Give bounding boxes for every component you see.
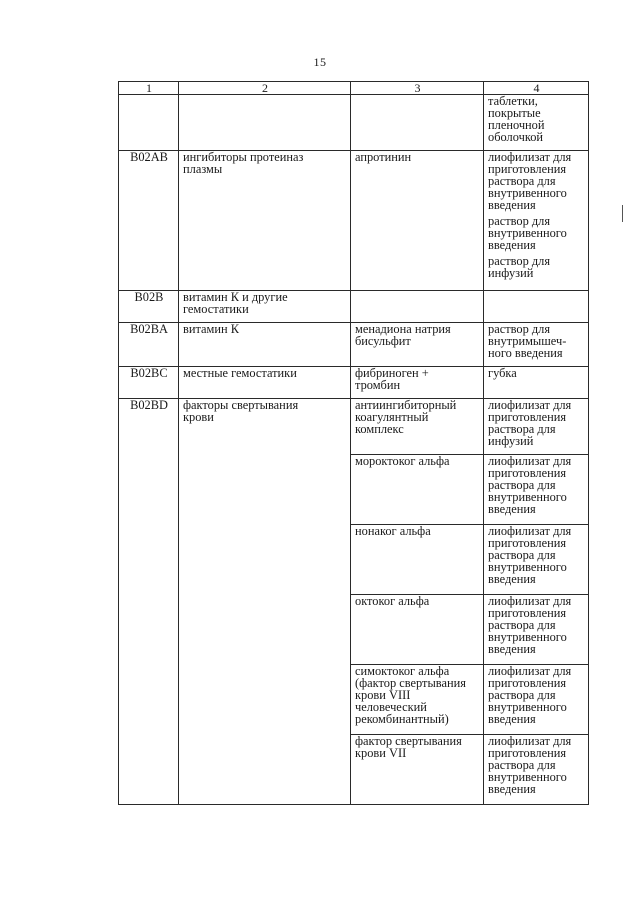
group-name: витамин К и другие гемостатики (179, 291, 351, 323)
dosage-form: раствор для инфузий (488, 254, 551, 280)
column-header-3: 3 (351, 82, 484, 95)
substance-name (351, 95, 484, 151)
atc-code: B02BC (119, 367, 179, 399)
column-header-1: 1 (119, 82, 179, 95)
margin-mark (622, 205, 623, 222)
dosage-form: лиофилизат для приготовления раствора для внутривенного введения (484, 595, 589, 665)
page-number: 15 (313, 55, 327, 69)
substance-name: менадиона натрия бисульфит (351, 323, 484, 367)
substance-name (351, 291, 484, 323)
dosage-form: губка (484, 367, 589, 399)
substance-name: мороктоког альфа (351, 455, 484, 525)
atc-code: B02AB (119, 151, 179, 291)
group-name: ингибиторы протеиназ плазмы (179, 151, 351, 291)
substance-name: нонаког альфа (351, 525, 484, 595)
column-header-4: 4 (484, 82, 589, 95)
substance-name: апротинин (351, 151, 484, 291)
group-name: витамин К (179, 323, 351, 367)
dosage-form: лиофилизат для приготовления раствора для внутривенного введения (484, 525, 589, 595)
substance-name: симоктоког альфа (фактор свертывания крови VIII человеческий рекомбинантный) (351, 665, 484, 735)
substance-name: октоког альфа (351, 595, 484, 665)
table-row (119, 151, 589, 291)
group-name: местные гемостатики (179, 367, 351, 399)
group-name: факторы свертывания крови (179, 399, 351, 805)
dosage-form: раствор для внутримышеч- ного введения (484, 323, 589, 367)
atc-code: B02BD (119, 399, 179, 805)
atc-code: B02B (119, 291, 179, 323)
table-row (119, 367, 589, 399)
table-row (119, 291, 589, 323)
dosage-form (484, 291, 589, 323)
column-header-2: 2 (179, 82, 351, 95)
substance-name: фактор свертывания крови VII (351, 735, 484, 805)
group-name (179, 95, 351, 151)
column-number-row (119, 82, 589, 95)
dosage-form: таблетки, покрытые пленочной оболочкой (484, 95, 589, 151)
dosage-form: лиофилизат для приготовления раствора для инфузий (484, 399, 589, 455)
table-row (119, 323, 589, 367)
dosage-forms (484, 151, 589, 291)
table-row (119, 399, 589, 455)
atc-code (119, 95, 179, 151)
dosage-form: лиофилизат для приготовления раствора для внутривенного введения (484, 455, 589, 525)
dosage-form: раствор для внутривенного введения (488, 214, 567, 252)
substance-name: фибриноген + тромбин (351, 367, 484, 399)
medication-table (118, 81, 589, 805)
dosage-form: лиофилизат для приготовления раствора для внутривенного введения (488, 150, 572, 212)
atc-code: B02BA (119, 323, 179, 367)
table-row (119, 95, 589, 151)
substance-name: антиингибиторный коагулянтный комплекс (351, 399, 484, 455)
dosage-form: лиофилизат для приготовления раствора для внутривенного введения (484, 665, 589, 735)
dosage-form: лиофилизат для приготовления раствора для внутривенного введения (484, 735, 589, 805)
